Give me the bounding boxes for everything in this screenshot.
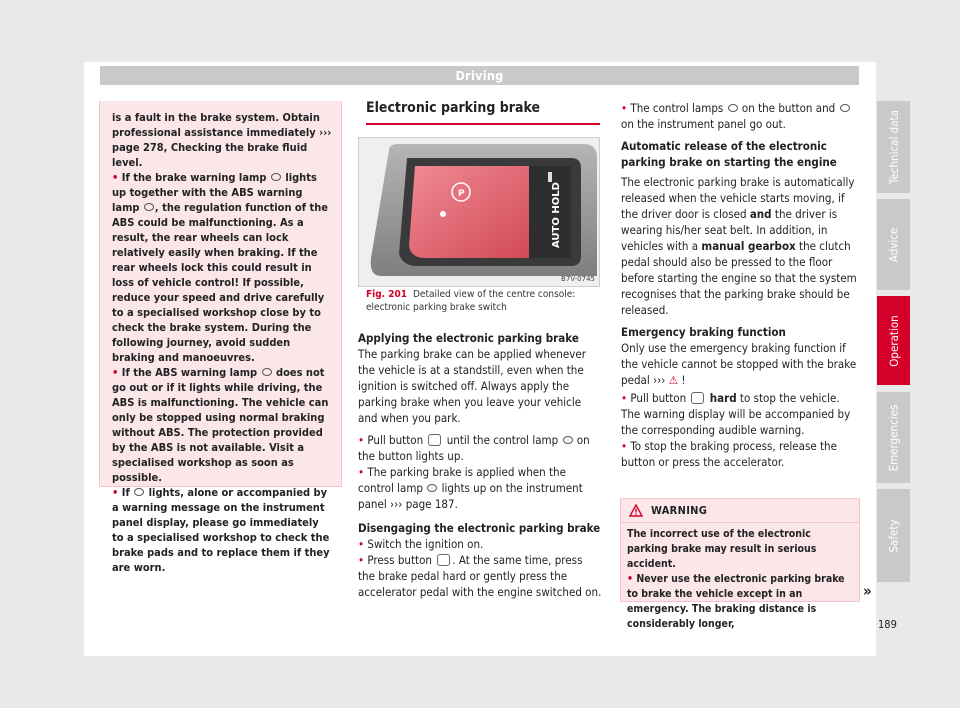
tab-safety[interactable]: Safety [877, 489, 910, 582]
bullet-icon: • [358, 465, 368, 479]
brake-pad-lamp-icon [134, 488, 144, 496]
bullet-icon: • [358, 537, 368, 551]
warning-title: WARNING [651, 504, 708, 517]
figure-label: Fig. 201 [366, 289, 407, 300]
control-lamp-icon [728, 104, 738, 112]
abs-warning-lamp-icon [144, 203, 154, 211]
control-lamp-icon [427, 484, 437, 492]
bullet-item: • The parking brake is applied when the control lamp lights up on the instrument panel ››› page 187. [358, 465, 583, 511]
warning-continuation-box [99, 101, 342, 574]
abs-warning-lamp-icon [262, 368, 272, 376]
paragraph: The electronic parking brake is automatically released when the vehicle starts moving, if the driver door is closed and the driver is wearing his/her seat belt. In addition, in vehicles with a manual gearbox the clutch pedal should also be pressed to the floor before starting the engine so that the system recognises that the parking brake should be released. [621, 175, 857, 317]
bullet-icon: • [621, 439, 631, 453]
middle-body [358, 330, 602, 600]
warning-header [621, 499, 859, 523]
figure-parking-brake-switch [358, 137, 600, 287]
continued-text: is a fault in the brake system. Obtain professional assistance immediately ››› page 278, Checking the brake fluid level. [112, 111, 332, 169]
bullet-icon: • [627, 573, 637, 585]
figure-code: B7V-0745 [561, 275, 595, 283]
bullet-icon: • [621, 391, 631, 405]
warning-text: The incorrect use of the electronic parking brake may result in serious accident. • Never use the electronic parking brake to brake the vehicle except in an emergency. The braking distance is considerably longer, [621, 523, 859, 632]
bullet-item: • Never use the electronic parking brake to brake the vehicle except in an emergency. The braking distance is considerably longer, [627, 573, 845, 630]
control-lamp-icon [563, 436, 573, 444]
continue-arrow-icon: » [863, 582, 872, 600]
bullet-item: • Switch the ignition on. [358, 537, 484, 551]
bullet-item: • Pull button hard to stop the vehicle. The warning display will be accompanied by the corresponding audible warning. [621, 391, 851, 437]
parking-brake-button-icon [428, 434, 441, 446]
bullet-icon: • [112, 171, 122, 184]
bullet-icon: • [112, 486, 122, 499]
parking-brake-button-icon [691, 392, 704, 404]
subheading: Applying the electronic parking brake [358, 331, 579, 345]
figure-caption [366, 288, 600, 314]
bullet-item: • If the brake warning lamp lights up together with the ABS warning lamp , the regulation function of the ABS could be malfunctioning. As a result, the rear wheels can lock relatively easily when braking. If the rear wheels lock this could result in loss of vehicle control! If possible, reduce your speed and drive carefully to a specialised workshop close by to check the brake system. During the following journey, avoid sudden braking and manoeuvres. [112, 171, 328, 364]
section-header: Driving [100, 66, 859, 85]
bullet-icon: • [112, 366, 122, 379]
tab-technical-data[interactable]: Technical data [877, 101, 910, 193]
right-body [621, 100, 859, 470]
bullet-item: • Pull button until the control lamp on the button lights up. [358, 433, 590, 463]
bullet-item: • To stop the braking process, release the button or press the accelerator. [621, 439, 837, 469]
tab-operation[interactable]: Operation [877, 296, 910, 385]
warning-box [620, 498, 860, 630]
bullet-icon: • [621, 101, 631, 115]
tab-emergencies[interactable]: Emergencies [877, 392, 910, 483]
section-title: Electronic parking brake [366, 100, 600, 125]
warning-triangle-icon: ⚠ [668, 373, 679, 387]
svg-text:P: P [458, 189, 465, 199]
tab-advice[interactable]: Advice [877, 199, 910, 290]
bullet-item: • The control lamps on the button and on the instrument panel go out. [621, 100, 859, 132]
bullet-item: • Press button . At the same time, press the brake pedal hard or gently press the accelerator pedal with the engine switched on. [358, 553, 602, 599]
paragraph: The parking brake can be applied whenever the vehicle is at a standstill, even when the ignition is switched off. Always apply the parking brake when you leave your vehicle and when you park. [358, 347, 586, 425]
warning-triangle-icon [629, 504, 643, 517]
auto-hold-label: AUTO HOLD [551, 182, 562, 248]
subheading: Emergency braking function [621, 325, 786, 339]
bullet-item: • If the ABS warning lamp does not go out or if it lights while driving, the ABS is malfunctioning. The vehicle can only be stopped using normal braking without ABS. The protection provided by the ABS is not available. Visit a specialised workshop as soon as possible. [112, 366, 329, 484]
paragraph: Only use the emergency braking function if the vehicle cannot be stopped with the brake pedal ››› ⚠ ! [621, 341, 857, 387]
parking-brake-button-icon [437, 554, 450, 566]
subheading: Automatic release of the electronic parking brake on starting the engine [621, 139, 837, 169]
bullet-item: • If lights, alone or accompanied by a warning message on the instrument panel display, please go immediately to a specialised workshop to check the brake pads and to replace them if they are worn. [112, 486, 330, 574]
subheading: Disengaging the electronic parking brake [358, 521, 601, 535]
control-lamp-icon [840, 104, 850, 112]
console-illustration [359, 138, 600, 287]
brake-warning-lamp-icon [271, 173, 281, 181]
bullet-icon: • [358, 553, 368, 567]
caption-text: Detailed view of the centre console: electronic parking brake switch [366, 289, 576, 313]
bullet-icon: • [358, 433, 368, 447]
page-number: 189 [878, 618, 897, 631]
